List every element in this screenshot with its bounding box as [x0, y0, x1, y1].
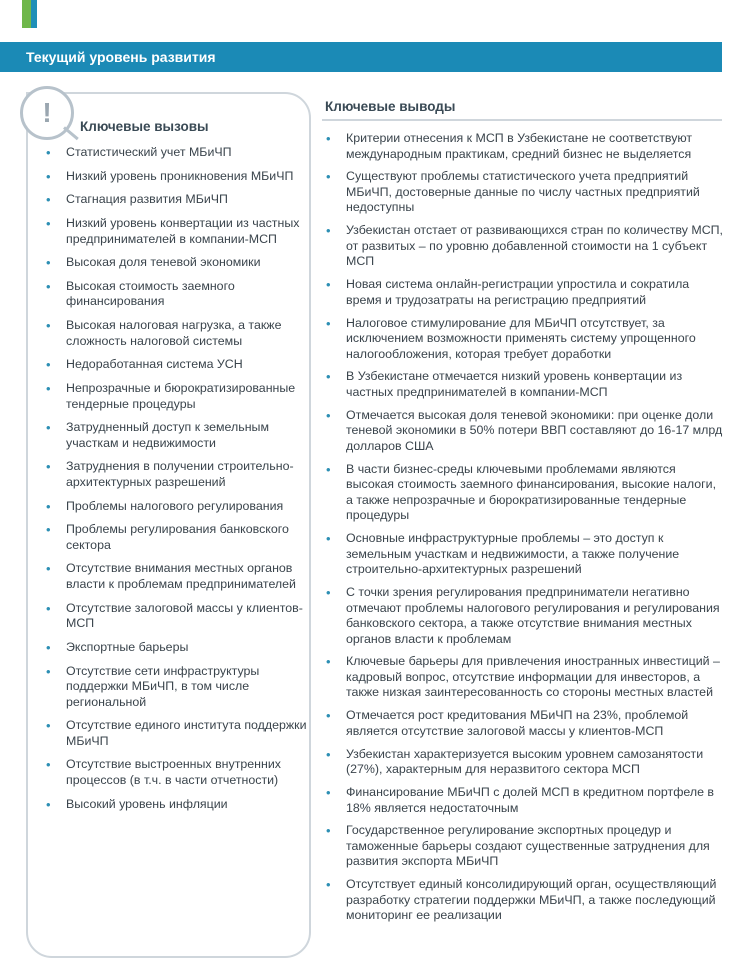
list-item: • Недоработанная система УСН: [66, 357, 314, 373]
list-item: • В части бизнес-среды ключевыми проблемами являются высокая стоимость заемного финансирования, высокие налоги, а также непрозрачные и бюрократизированные тендерные процедуры: [346, 462, 724, 524]
list-item: • С точки зрения регулирования предприниматели негативно отмечают проблемы налогового регулирования и регулирования банковского сектора, а также отсутствие внимания местных органов власти к проблемам: [346, 585, 724, 647]
list-item: • Высокая налоговая нагрузка, а также сложность налоговой системы: [66, 318, 314, 349]
conclusions-title: Ключевые выводы: [325, 99, 456, 114]
list-item: • Отсутствие внимания местных органов власти к проблемам предпринимателей: [66, 561, 314, 592]
list-item: • Экспортные барьеры: [66, 640, 314, 656]
list-item: • Узбекистан отстает от развивающихся стран по количеству МСП, от развитых – по уровню добавленной стоимости на 1 субъект МСП: [346, 223, 724, 270]
list-item: • Высокая стоимость заемного финансирования: [66, 279, 314, 310]
section-banner: Текущий уровень развития: [0, 42, 722, 72]
conclusions-list: [346, 131, 724, 931]
list-item: • Критерии отнесения к МСП в Узбекистане не соответствуют международным практикам, средний бизнес не выделяется: [346, 131, 724, 162]
list-item: • Налоговое стимулирование для МБиЧП отсутствует, за исключением возможности применять систему упрощенного налогообложения, которая требует доработки: [346, 316, 724, 363]
list-item: • Высокая доля теневой экономики: [66, 255, 314, 271]
corner-accent-green: [22, 0, 31, 28]
challenges-title: Ключевые вызовы: [80, 119, 209, 134]
list-item: • Отмечается рост кредитования МБиЧП на 23%, проблемой является отсутствие залоговой массы у клиентов-МСП: [346, 708, 724, 739]
list-item: • Низкий уровень проникновения МБиЧП: [66, 169, 314, 185]
list-item: • Отсутствует единый консолидирующий орган, осуществляющий разработку стратегии поддержки МБиЧП, а также последующий мониторинг ее реализации: [346, 877, 724, 924]
list-item: • Статистический учет МБиЧП: [66, 145, 314, 161]
list-item: • Затруднения в получении строительно-архитектурных разрешений: [66, 459, 314, 490]
exclamation-icon: [20, 86, 74, 140]
list-item: • Новая система онлайн-регистрации упростила и сократила время и трудозатраты на регистрацию предприятий: [346, 277, 724, 308]
list-item: • Отсутствие сети инфраструктуры поддержки МБиЧП, в том числе региональной: [66, 664, 314, 711]
list-item: • Проблемы регулирования банковского сектора: [66, 522, 314, 553]
list-item: • В Узбекистане отмечается низкий уровень конвертации из частных предпринимателей в компании-МСП: [346, 369, 724, 400]
corner-accent-teal: [31, 0, 37, 28]
list-item: • Государственное регулирование экспортных процедур и таможенные барьеры создают существенные затруднения для развития экспорта МБиЧП: [346, 823, 724, 870]
list-item: • Существуют проблемы статистического учета предприятий МБиЧП, достоверные данные по числу частных предприятий недоступны: [346, 169, 724, 216]
list-item: • Стагнация развития МБиЧП: [66, 192, 314, 208]
list-item: • Ключевые барьеры для привлечения иностранных инвестиций – кадровый вопрос, отсутствие информации для инвесторов, а также низкая заинтересованность со стороны местных властей: [346, 654, 724, 701]
list-item: • Непрозрачные и бюрократизированные тендерные процедуры: [66, 381, 314, 412]
list-item: • Затрудненный доступ к земельным участкам и недвижимости: [66, 420, 314, 451]
list-item: • Отсутствие единого института поддержки МБиЧП: [66, 718, 314, 749]
challenges-list: [66, 145, 314, 820]
list-item: • Отсутствие залоговой массы у клиентов-МСП: [66, 601, 314, 632]
list-item: • Финансирование МБиЧП с долей МСП в кредитном портфеле в 18% является недостаточным: [346, 785, 724, 816]
list-item: • Низкий уровень конвертации из частных предпринимателей в компании-МСП: [66, 216, 314, 247]
conclusions-divider: [322, 119, 722, 121]
list-item: • Узбекистан характеризуется высоким уровнем самозанятости (27%), характерным для неразвитого сектора МСП: [346, 747, 724, 778]
list-item: • Высокий уровень инфляции: [66, 797, 314, 813]
list-item: • Основные инфраструктурные проблемы – это доступ к земельным участкам и недвижимости, а также получение строительно-архитектурных разрешений: [346, 531, 724, 578]
list-item: • Проблемы налогового регулирования: [66, 499, 314, 515]
exclamation-glyph: !: [42, 97, 52, 128]
list-item: • Отмечается высокая доля теневой экономики: при оценке доли теневой экономики в 50% потери ВВП составляют до 16-17 млрд долларов США: [346, 408, 724, 455]
list-item: • Отсутствие выстроенных внутренних процессов (в т.ч. в части отчетности): [66, 757, 314, 788]
